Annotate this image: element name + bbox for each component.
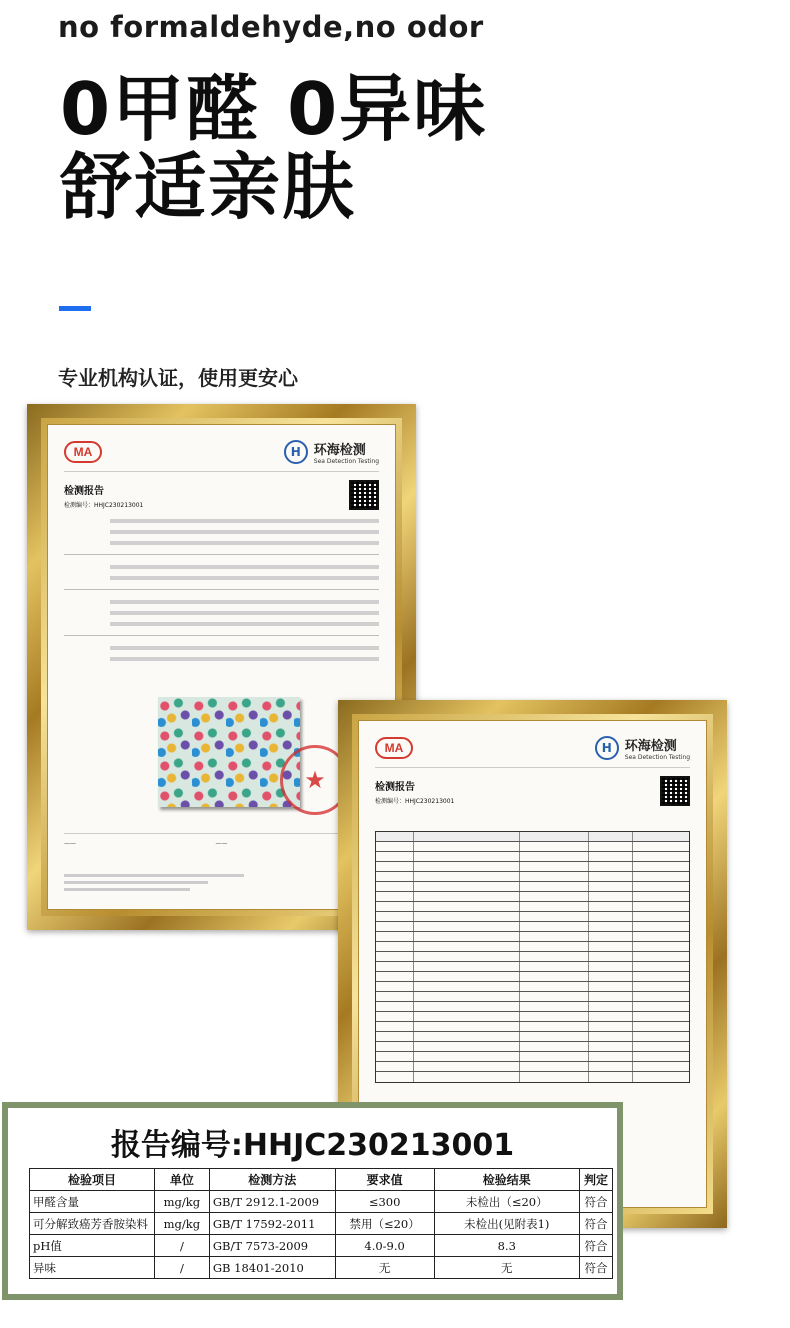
lab-name-en: Sea Detection Testing bbox=[313, 458, 379, 465]
qr-code-icon bbox=[349, 480, 379, 510]
headline bbox=[60, 67, 488, 229]
cell-result: 未检出(见附表1) bbox=[434, 1213, 579, 1235]
lab-name-en: Sea Detection Testing bbox=[624, 754, 690, 761]
column-header: 检测方法 bbox=[209, 1169, 335, 1191]
cell-verdict: 符合 bbox=[579, 1191, 612, 1213]
cell-unit: mg/kg bbox=[154, 1191, 209, 1213]
report-label: 检测报告 bbox=[64, 485, 104, 497]
tagline: no formaldehyde,no odor bbox=[58, 10, 484, 44]
document-body bbox=[64, 518, 379, 661]
cma-logo: MA bbox=[375, 737, 413, 759]
cell-requirement: 无 bbox=[335, 1257, 434, 1279]
cell-result: 无 bbox=[434, 1257, 579, 1279]
headline-line-1: 0甲醛 0异味 bbox=[60, 67, 488, 151]
cell-verdict: 符合 bbox=[579, 1235, 612, 1257]
section-subtitle: 专业机构认证，使用更安心 bbox=[58, 366, 298, 390]
cell-unit: / bbox=[154, 1235, 209, 1257]
cell-verdict: 符合 bbox=[579, 1213, 612, 1235]
cell-requirement: 4.0-9.0 bbox=[335, 1235, 434, 1257]
table-row bbox=[30, 1257, 613, 1279]
lab-emblem-icon: H bbox=[595, 736, 619, 760]
cell-method: GB/T 17592-2011 bbox=[209, 1213, 335, 1235]
report-number-line: 检测编号：HHJC230213001 bbox=[375, 797, 455, 805]
qr-code-icon bbox=[660, 776, 690, 806]
lab-name: 环海检测 bbox=[624, 739, 677, 754]
cell-requirement: ≤300 bbox=[335, 1191, 434, 1213]
column-header: 单位 bbox=[154, 1169, 209, 1191]
cell-method: GB/T 7573-2009 bbox=[209, 1235, 335, 1257]
cell-item: 甲醛含量 bbox=[30, 1191, 155, 1213]
cell-verdict: 符合 bbox=[579, 1257, 612, 1279]
cell-method: GB 18401-2010 bbox=[209, 1257, 335, 1279]
appendix-table bbox=[375, 831, 690, 1083]
accent-bar bbox=[59, 306, 91, 311]
cma-logo: MA bbox=[64, 441, 102, 463]
table-header-row bbox=[30, 1169, 613, 1191]
column-header: 检验项目 bbox=[30, 1169, 155, 1191]
report-label: 检测报告 bbox=[375, 781, 415, 793]
cell-unit: / bbox=[154, 1257, 209, 1279]
official-seal-icon: ★ bbox=[280, 745, 350, 815]
table-row bbox=[30, 1235, 613, 1257]
report-number-title: 报告编号:HHJC230213001 bbox=[110, 1128, 515, 1163]
lab-emblem-icon: H bbox=[284, 440, 308, 464]
cell-result: 8.3 bbox=[434, 1235, 579, 1257]
cell-method: GB/T 2912.1-2009 bbox=[209, 1191, 335, 1213]
cell-result: 未检出（≤20） bbox=[434, 1191, 579, 1213]
column-header: 判定 bbox=[579, 1169, 612, 1191]
cell-item: pH值 bbox=[30, 1235, 155, 1257]
cell-unit: mg/kg bbox=[154, 1213, 209, 1235]
report-number-line: 检测编号：HHJC230213001 bbox=[64, 501, 144, 509]
table-row bbox=[30, 1191, 613, 1213]
fabric-sample-photo bbox=[158, 697, 300, 807]
cell-item: 异味 bbox=[30, 1257, 155, 1279]
column-header: 检验结果 bbox=[434, 1169, 579, 1191]
column-header: 要求值 bbox=[335, 1169, 434, 1191]
report-results-table bbox=[29, 1168, 613, 1279]
report-summary-panel bbox=[2, 1102, 623, 1300]
table-row bbox=[30, 1213, 613, 1235]
headline-line-2: 舒适亲肤 bbox=[60, 145, 357, 229]
document-footer bbox=[64, 870, 244, 895]
lab-name: 环海检测 bbox=[313, 443, 366, 458]
cell-item: 可分解致癌芳香胺染料 bbox=[30, 1213, 155, 1235]
signature-row: —— —— bbox=[64, 833, 379, 847]
cell-requirement: 禁用（≤20） bbox=[335, 1213, 434, 1235]
appendix-heading bbox=[375, 820, 690, 827]
